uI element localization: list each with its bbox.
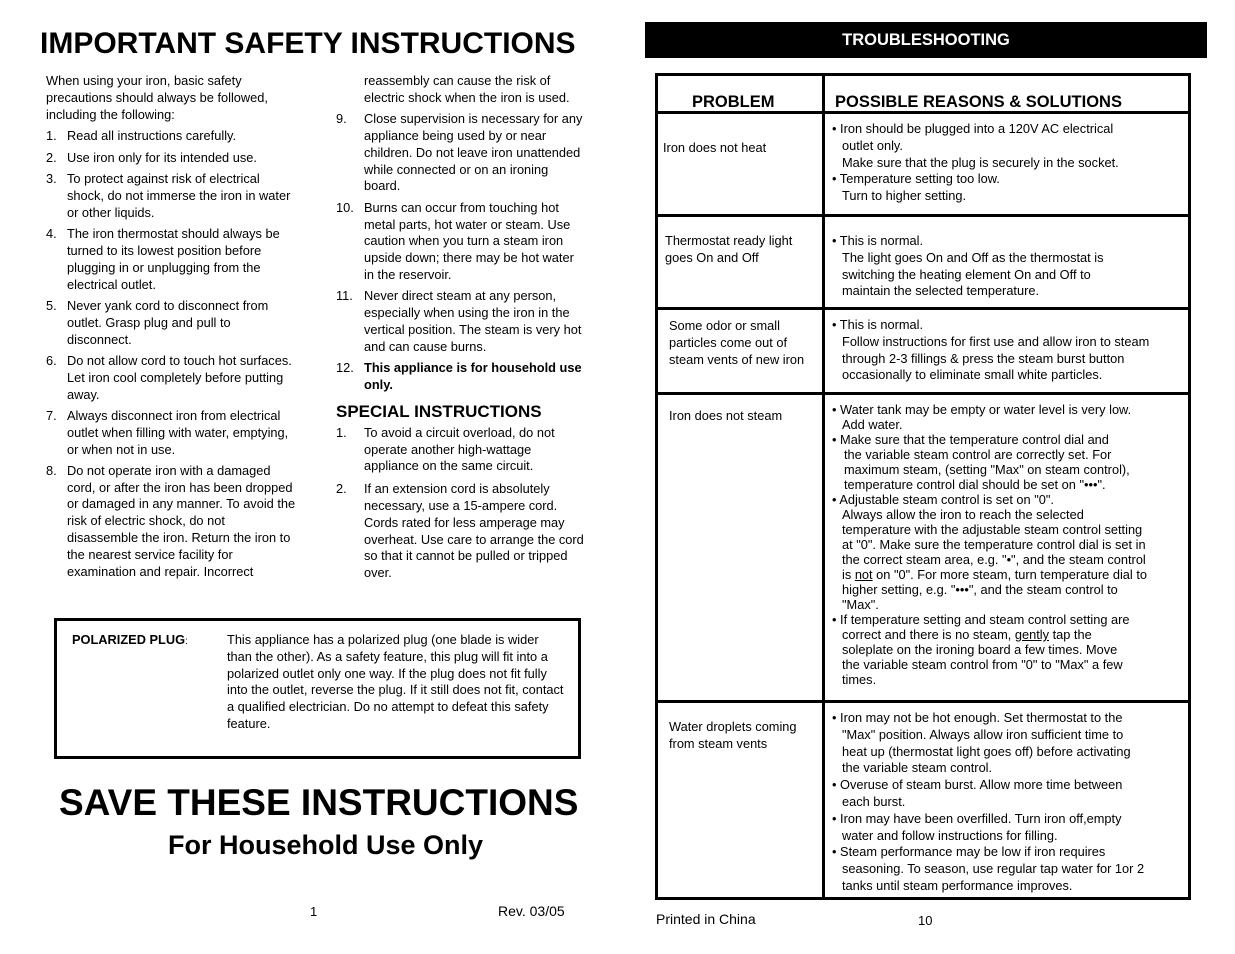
solution-cell: • Iron may not be hot enough. Set thermostat to the "Max" position. Always allow iron sufficient time to heat up (thermostat light goes off) before activating the variable steam control. • Overuse of steam burst. Allow more time between each burst. • Iron may have been overfilled. Turn iron off,empty water and follow instructions for filling. • Steam performance may be low if iron requires seasoning. To season, use regular tap water for 1or 2 tanks until steam performance improves. <box>832 710 1145 893</box>
special-instructions-heading: SPECIAL INSTRUCTIONS <box>336 401 542 421</box>
polarized-plug-box <box>54 618 581 759</box>
save-instructions-title: SAVE THESE INSTRUCTIONS <box>59 782 579 823</box>
printed-in-label: Printed in China <box>656 911 756 927</box>
revision-label: Rev. 03/05 <box>498 903 565 919</box>
safety-column-1 <box>46 73 298 585</box>
solution-cell: • Iron should be plugged into a 120V AC electrical outlet only. Make sure that the plug is securely in the socket. • Temperature setting too low. Turn to higher setting. <box>832 121 1119 204</box>
list-item: 1. Read all instructions carefully. <box>46 128 237 144</box>
solution-cell: • Water tank may be empty or water level is very low. Add water. • Make sure that the temperature control dial and the variable steam control are correctly set. For maximum steam, (setting "Max" on steam control), temperature control dial should be set on "•••". • Adjustable steam control is set on "0". Always allow the iron to reach the selected temperature with the adjustable steam control setting at "0". Make sure the temperature control dial is set in the correct steam area, e.g. "•", and the steam control is not on "0". For more steam, turn temperature dial to higher setting, e.g. "•••", and the steam control to "Max". • If temperature setting and steam control setting are correct and there is no steam, gently tap the soleplate on the ironing board a few times. Move the variable steam control from "0" to "Max" a few times. <box>832 402 1147 687</box>
list-item: 8. Do not operate iron with a damaged cord, or after the iron has been dropped or damaged in any manner. To avoid the risk of electric shock, do not disassemble the iron. Return the iron to the nearest service facility for examination and repair. Incorrect <box>46 462 296 579</box>
list-item: 10. Burns can occur from touching hot metal parts, hot water or steam. Use caution when you turn a steam iron upside down; there may be hot water in the reservoir. <box>336 199 574 282</box>
troubleshooting-banner <box>645 22 1207 58</box>
row-divider <box>658 307 1188 310</box>
list-item: 7. Always disconnect iron from electrical outlet when filling with water, emptying, or when not in use. <box>46 407 289 457</box>
troubleshooting-title: TROUBLESHOOTING <box>842 30 1010 49</box>
row-divider <box>658 214 1188 217</box>
row-divider <box>658 392 1188 395</box>
column-divider <box>822 76 825 897</box>
problem-cell: Iron does not heat <box>663 140 767 155</box>
household-use-subtitle: For Household Use Only <box>168 830 484 860</box>
problem-cell: Some odor or small particles come out of steam vents of new iron <box>669 318 805 367</box>
list-item: 5. Never yank cord to disconnect from outlet. Grasp plug and pull to disconnect. <box>46 297 269 347</box>
page-number: 1 <box>310 904 318 919</box>
list-item: 2. Use iron only for its intended use. <box>46 149 257 165</box>
intro-text: When using your iron, basic safety precautions should always be followed, including the following: <box>46 73 268 122</box>
problem-cell: Water droplets coming from steam vents <box>669 719 797 751</box>
safety-column-2 <box>336 73 586 588</box>
item-8-continued: reassembly can cause the risk of electric shock when the iron is used. <box>364 73 570 105</box>
page-number: 10 <box>918 913 933 928</box>
polarized-plug-label: POLARIZED PLUG: <box>72 632 188 647</box>
troubleshooting-table <box>655 73 1191 900</box>
list-item: 1. To avoid a circuit overload, do not operate another high-wattage appliance on the same circuit. <box>336 424 555 474</box>
list-item: 3. To protect against risk of electrical shock, do not immerse the iron in water or other liquids. <box>46 171 291 220</box>
list-item: 12. This appliance is for household use only. <box>336 360 582 392</box>
solution-cell: • This is normal. Follow instructions for first use and allow iron to steam through 2-3 fillings & press the steam burst button occasionally to eliminate small white particles. <box>832 317 1150 383</box>
list-item: 11. Never direct steam at any person, especially when using the iron in the vertical position. The steam is very hot and can cause burns. <box>336 288 582 354</box>
list-item: 6. Do not allow cord to touch hot surfaces. Let iron cool completely before putting away. <box>46 352 292 402</box>
row-divider <box>658 700 1188 703</box>
page-title: IMPORTANT SAFETY INSTRUCTIONS <box>40 27 576 60</box>
problem-cell: Iron does not steam <box>669 408 783 423</box>
solution-cell: • This is normal. The light goes On and Off as the thermostat is switching the heating element On and Off to maintain the selected temperature. <box>832 233 1104 299</box>
list-item: 9. Close supervision is necessary for any appliance being used by or near children. Do not leave iron unattended while connected or on an ironing board. <box>336 111 583 194</box>
header-problem: PROBLEM <box>692 93 775 111</box>
problem-cell: Thermostat ready light goes On and Off <box>665 233 793 265</box>
header-solutions: POSSIBLE REASONS & SOLUTIONS <box>835 93 1122 111</box>
polarized-plug-text: This appliance has a polarized plug (one blade is wider than the other). As a safety feature, this plug will fit into a polarized outlet only one way. If the plug does not fit fully into the outlet, reverse the plug. If it still does not fit, contact a qualified electrician. Do no attempt to defeat this safety feature. <box>227 632 564 731</box>
list-item: 2. If an extension cord is absolutely necessary, use a 15-ampere cord. Cords rated for less amperage may overheat. Use care to arrange the cord so that it cannot be pulled or tripped over. <box>336 481 584 581</box>
list-item: 4. The iron thermostat should always be turned to its lowest position before plugging in or unplugging from the electrical outlet. <box>46 226 280 292</box>
